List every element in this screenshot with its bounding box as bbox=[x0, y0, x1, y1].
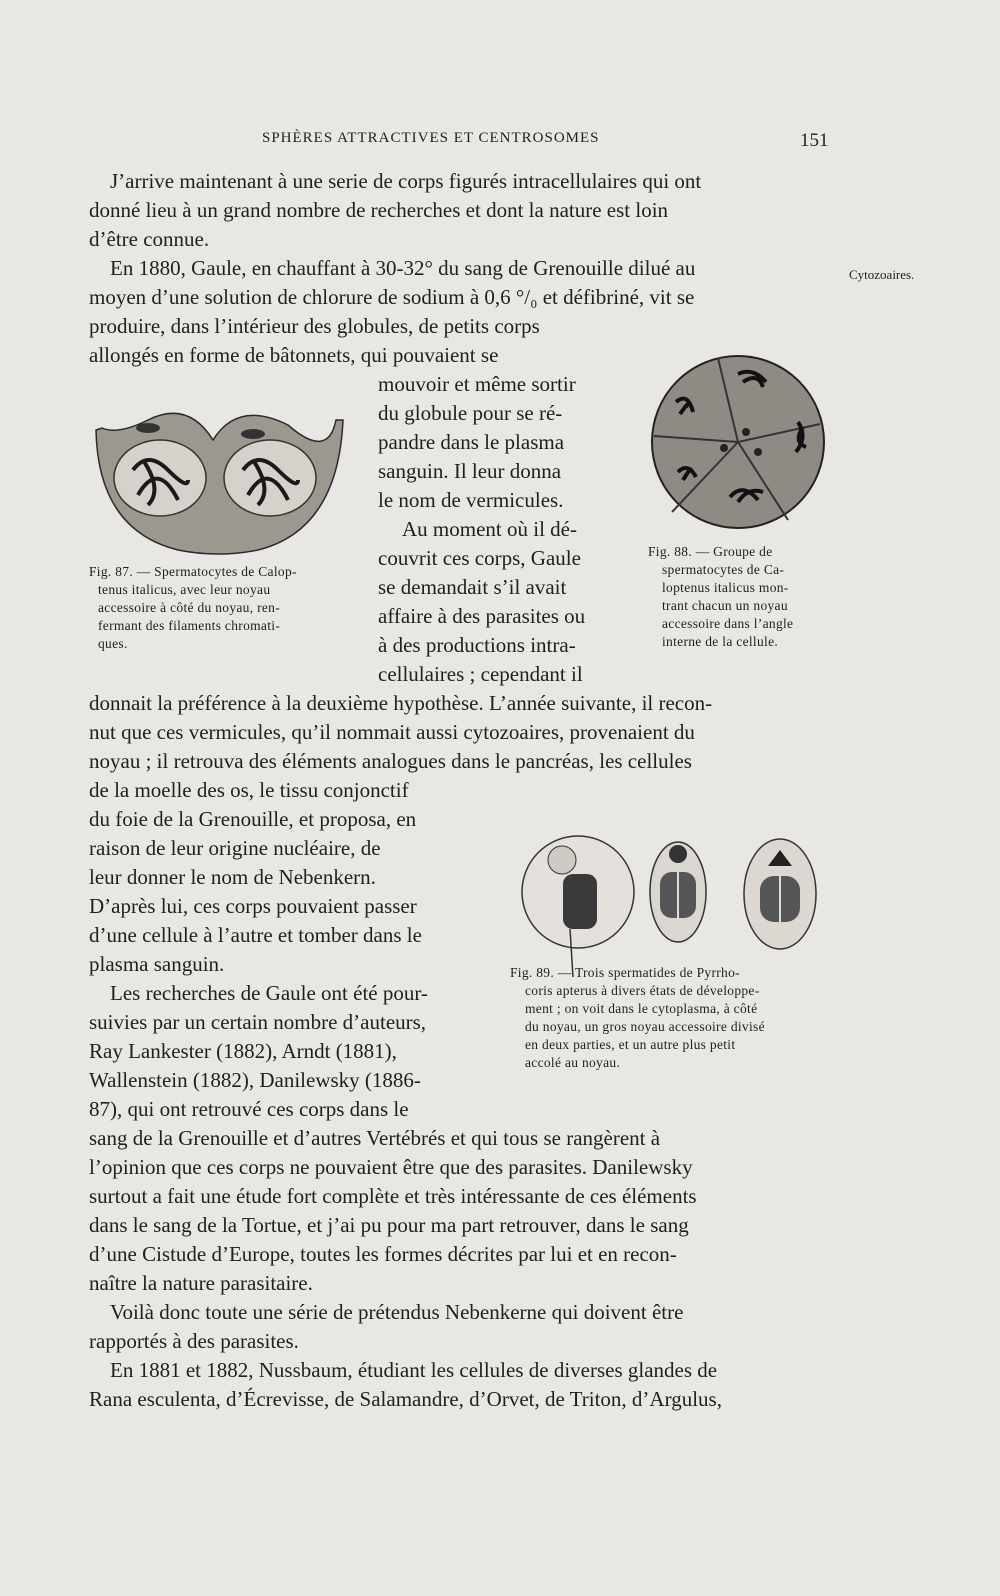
figure-89-caption-line: accolé au noyau. bbox=[525, 1055, 621, 1070]
text-line: produire, dans l’intérieur des globules, de petits corps bbox=[89, 314, 540, 338]
text-line: En 1881 et 1882, Nussbaum, étudiant les cellules de diverses glandes de bbox=[110, 1358, 718, 1382]
figure-88-caption-line: trant chacun un noyau bbox=[662, 598, 788, 613]
text-line: le nom de vermicules. bbox=[378, 488, 564, 512]
text-line: d’être connue. bbox=[89, 227, 210, 251]
text-line: dans le sang de la Tortue, et j’ai pu pour ma part retrouver, dans le sang bbox=[89, 1213, 689, 1237]
figure-89-caption-line: en deux parties, et un autre plus petit bbox=[525, 1037, 736, 1052]
text-line: nut que ces vermicules, qu’il nommait aussi cytozoaires, provenaient du bbox=[89, 720, 695, 744]
figure-88-caption-line: interne de la cellule. bbox=[662, 634, 779, 649]
figure-88-caption-line: loptenus italicus mon- bbox=[662, 580, 789, 595]
text-line: se demandait s’il avait bbox=[378, 575, 567, 599]
text-line: Au moment où il dé- bbox=[402, 517, 577, 541]
text-line: à des productions intra- bbox=[378, 633, 576, 657]
text-line: rapportés à des parasites. bbox=[89, 1329, 299, 1353]
text-line: Voilà donc toute une série de prétendus Nebenkerne qui doivent être bbox=[110, 1300, 684, 1324]
text-line: suivies par un certain nombre d’auteurs, bbox=[89, 1010, 427, 1034]
text-line: affaire à des parasites ou bbox=[378, 604, 586, 628]
text-line: Wallenstein (1882), Danilewsky (1886- bbox=[89, 1068, 421, 1092]
figure-88-caption-line: Fig. 88. — Groupe de bbox=[648, 544, 773, 559]
text-line: raison de leur origine nucléaire, de bbox=[89, 836, 381, 860]
text-line: donnait la préférence à la deuxième hypothèse. L’année suivante, il recon- bbox=[89, 691, 713, 715]
text-line: sanguin. Il leur donna bbox=[378, 459, 562, 483]
text-line: de la moelle des os, le tissu conjonctif bbox=[89, 778, 409, 802]
figure-89-illustration bbox=[518, 832, 830, 982]
text-line: allongés en forme de bâtonnets, qui pouvaient se bbox=[89, 343, 499, 367]
running-title: SPHÈRES ATTRACTIVES ET CENTROSOMES bbox=[262, 130, 600, 146]
figure-87-caption-line: tenus italicus, avec leur noyau bbox=[98, 582, 271, 597]
figure-88-illustration bbox=[648, 352, 828, 532]
text-line: naître la nature parasitaire. bbox=[89, 1271, 313, 1295]
text-line: Rana esculenta, d’Écrevisse, de Salamandre, d’Orvet, de Triton, d’Argulus, bbox=[89, 1387, 722, 1411]
figure-87-caption-line: fermant des filaments chromati- bbox=[98, 618, 281, 633]
text-line: mouvoir et même sortir bbox=[378, 372, 576, 396]
text-line: donné lieu à un grand nombre de recherches et dont la nature est loin bbox=[89, 198, 669, 222]
text-line: Ray Lankester (1882), Arndt (1881), bbox=[89, 1039, 397, 1063]
figure-87-caption-line: Fig. 87. — Spermatocytes de Calop- bbox=[89, 564, 297, 579]
figure-89-caption-line: du noyau, un gros noyau accessoire divisé bbox=[525, 1019, 765, 1034]
text-line: plasma sanguin. bbox=[89, 952, 225, 976]
text-line: cellulaires ; cependant il bbox=[378, 662, 583, 686]
text-line: l’opinion que ces corps ne pouvaient être que des parasites. Danilewsky bbox=[89, 1155, 693, 1179]
text-line: surtout a fait une étude fort complète et très intéressante de ces éléments bbox=[89, 1184, 697, 1208]
text-line: J’arrive maintenant à une serie de corps figurés intracellulaires qui ont bbox=[110, 169, 702, 193]
figure-88-caption-line: spermatocytes de Ca- bbox=[662, 562, 785, 577]
text-line: d’une cellule à l’autre et tomber dans le bbox=[89, 923, 422, 947]
text-line: d’une Cistude d’Europe, toutes les formes décrites par lui et en recon- bbox=[89, 1242, 677, 1266]
text-line: 87), qui ont retrouvé ces corps dans le bbox=[89, 1097, 409, 1121]
text-line: pandre dans le plasma bbox=[378, 430, 565, 454]
text-line: du foie de la Grenouille, et proposa, en bbox=[89, 807, 417, 831]
text-line: Les recherches de Gaule ont été pour- bbox=[110, 981, 428, 1005]
text-line: D’après lui, ces corps pouvaient passer bbox=[89, 894, 417, 918]
figure-89-caption-line: ment ; on voit dans le cytoplasma, à côté bbox=[525, 1001, 758, 1016]
figure-89-caption-line: Fig. 89. — Trois spermatides de Pyrrho- bbox=[510, 965, 740, 980]
text-line: noyau ; il retrouva des éléments analogues dans le pancréas, les cellules bbox=[89, 749, 692, 773]
text-line: En 1880, Gaule, en chauffant à 30-32° du sang de Grenouille dilué au bbox=[110, 256, 696, 280]
text-line: leur donner le nom de Nebenkern. bbox=[89, 865, 376, 889]
figure-89-caption-line: coris apterus à divers états de développe- bbox=[525, 983, 760, 998]
page-number: 151 bbox=[800, 130, 829, 151]
margin-note: Cytozoaires. bbox=[849, 267, 915, 282]
text-line: sang de la Grenouille et d’autres Vertébrés et qui tous se rangèrent à bbox=[89, 1126, 661, 1150]
text-line: du globule pour se ré- bbox=[378, 401, 563, 425]
figure-87-caption-line: accessoire à côté du noyau, ren- bbox=[98, 600, 281, 615]
text-line: moyen d’une solution de chlorure de sodium à 0,6 °/₀ et défibriné, vit se bbox=[89, 285, 695, 309]
text-line: couvrit ces corps, Gaule bbox=[378, 546, 581, 570]
figure-87-illustration bbox=[88, 400, 350, 560]
figure-87-caption-line: ques. bbox=[98, 636, 128, 651]
figure-88-caption-line: accessoire dans l’angle bbox=[662, 616, 794, 631]
